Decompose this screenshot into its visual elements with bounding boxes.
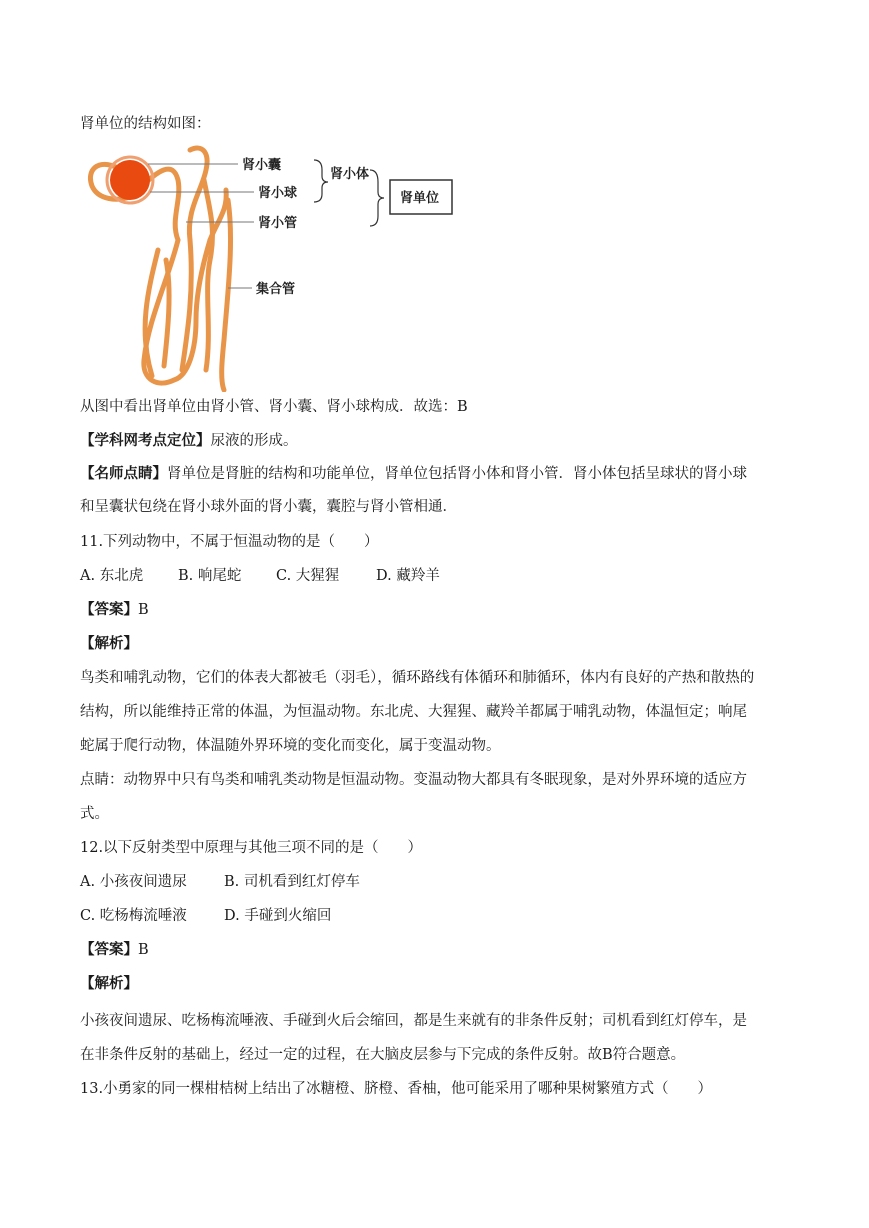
kp-tag: 【学科网考点定位】 — [80, 432, 211, 449]
q11-answer — [80, 600, 149, 620]
label-collecting-duct: 集合管 — [256, 282, 296, 297]
q12-answer — [80, 940, 149, 960]
q11-note-line1: 点睛：动物界中只有鸟类和哺乳类动物是恒温动物。变温动物大都具有冬眠现象，是对外界环境的适应方 — [80, 772, 747, 788]
q11-stem: 11.下列动物中，不属于恒温动物的是（ ） — [80, 534, 379, 550]
q11-analysis-line3: 蛇属于爬行动物，体温随外界环境的变化而变化，属于变温动物。 — [80, 738, 501, 754]
q11-options — [80, 566, 440, 586]
q10-tip-line2: 和呈囊状包绕在肾小球外面的肾小囊，囊腔与肾小管相通． — [80, 499, 457, 515]
q11-option-d: D. 藏羚羊 — [376, 568, 440, 584]
kp-text: 尿液的形成。 — [210, 433, 298, 449]
q11-answer-tag: 【答案】 — [80, 601, 138, 618]
q11-option-c: C. 大猩猩 — [276, 568, 340, 584]
q12-answer-value: B — [138, 942, 149, 958]
q10-conclusion: 从图中看出肾单位由肾小管、肾小囊、肾小球构成．故选：B — [80, 399, 468, 415]
q12-analysis-line1: 小孩夜间遗尿、吃杨梅流唾液、手碰到火后会缩回，都是生来就有的非条件反射；司机看到红灯停车，是 — [80, 1013, 747, 1029]
q12-option-a: A. 小孩夜间遗尿 — [80, 874, 187, 890]
label-tubule: 肾小管 — [258, 216, 298, 231]
q12-option-b: B. 司机看到红灯停车 — [224, 874, 360, 890]
q13-stem: 13.小勇家的同一棵柑桔树上结出了冰糖橙、脐橙、香柚，他可能采用了哪种果树繁殖方式（ ） — [80, 1081, 713, 1097]
label-capsule: 肾小囊 — [242, 158, 282, 173]
intro-text: 肾单位的结构如图： — [80, 116, 211, 132]
q12-analysis-line2: 在非条件反射的基础上，经过一定的过程，在大脑皮层参与下完成的条件反射。故B符合题意。 — [80, 1047, 686, 1063]
q11-answer-value: B — [138, 602, 149, 618]
nephron-diagram — [78, 140, 468, 392]
q12-answer-tag: 【答案】 — [80, 941, 138, 958]
q10-tip-line1 — [80, 464, 747, 484]
q12-stem: 12.以下反射类型中原理与其他三项不同的是（ ） — [80, 840, 423, 856]
q10-knowledge-point — [80, 431, 298, 451]
q12-analysis-tag: 【解析】 — [80, 975, 138, 992]
label-glomerulus: 肾小球 — [258, 186, 298, 201]
q11-analysis-tag: 【解析】 — [80, 635, 138, 652]
q12-option-c: C. 吃杨梅流唾液 — [80, 908, 187, 924]
q11-note-line2: 式。 — [80, 806, 109, 822]
q11-option-b: B. 响尾蛇 — [178, 568, 242, 584]
label-corpuscle: 肾小体 — [330, 167, 370, 182]
q11-analysis-line2: 结构，所以能维持正常的体温，为恒温动物。东北虎、大猩猩、藏羚羊都属于哺乳动物，体温恒定；响尾 — [80, 704, 747, 720]
q12-options-row1 — [80, 872, 360, 892]
q12-options-row2 — [80, 906, 331, 926]
tip-text-line1: 肾单位是肾脏的结构和功能单位，肾单位包括肾小体和肾小管．肾小体包括呈球状的肾小球 — [167, 466, 747, 482]
q11-analysis-line1: 鸟类和哺乳动物，它们的体表大都被毛（羽毛），循环路线有体循环和肺循环，体内有良好的产热和散热的 — [80, 670, 755, 686]
q11-option-a: A. 东北虎 — [80, 568, 144, 584]
glomerulus-ball — [110, 160, 150, 200]
tip-tag: 【名师点睛】 — [80, 465, 167, 482]
label-nephron: 肾单位 — [400, 191, 440, 206]
q12-option-d: D. 手碰到火缩回 — [224, 908, 332, 924]
